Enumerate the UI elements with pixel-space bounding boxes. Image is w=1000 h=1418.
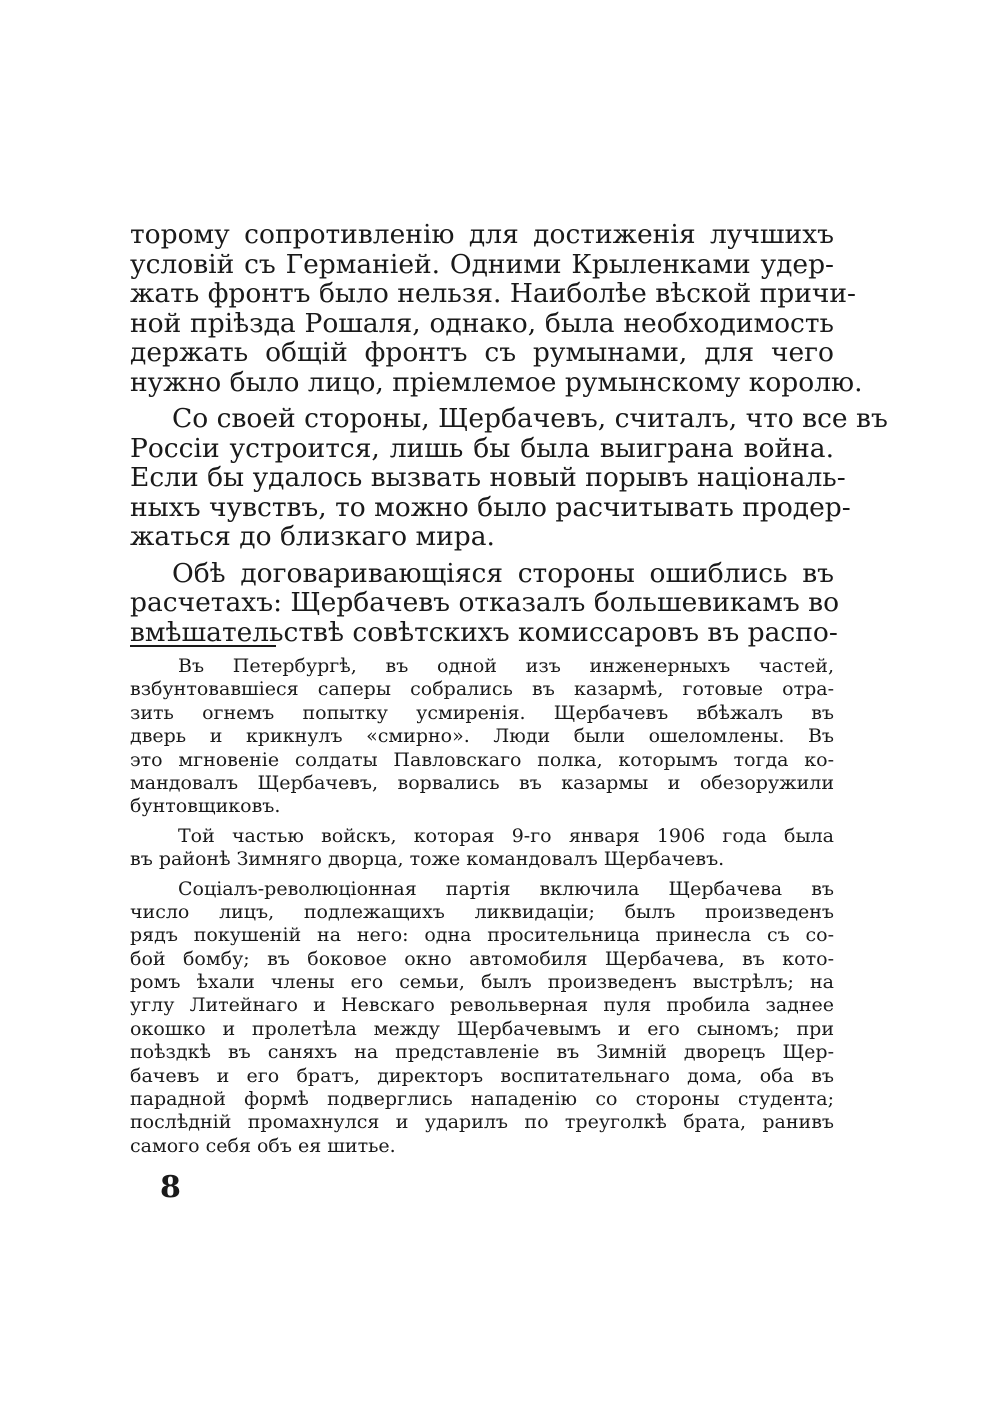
text-line: держать общій фронтъ съ румынами, для чего (130, 337, 834, 368)
text-line: Обѣ договаривающіяся стороны ошиблись въ (172, 557, 834, 589)
footnote-line: окошко и пролетѣла между Щербачевымъ и его сыномъ; при (130, 1017, 834, 1040)
footnote-1 (130, 655, 834, 819)
text-line: нужно было лицо, пріемлемое румынскому королю. (130, 366, 863, 398)
footnote-line: Въ Петербургѣ, въ одной изъ инженерныхъ частей, (178, 655, 834, 677)
paragraph-1 (130, 219, 863, 398)
text-line: ныхъ чувствъ, то можно было расчитывать продер- (130, 491, 851, 523)
paragraph-2 (130, 403, 888, 552)
footnote-line: углу Литейнаго и Невскаго револьверная пуля пробила заднее (130, 994, 834, 1017)
footnote-line: бой бомбу; въ боковое окно автомобиля Щербачева, въ кото- (130, 947, 834, 970)
text-line: Со своей стороны, Щербачевъ, считалъ, что все въ (172, 403, 888, 434)
footnote-line: число лицъ, подлежащихъ ликвидаціи; былъ произведенъ (130, 900, 834, 923)
text-line: жаться до близкаго мира. (130, 521, 495, 552)
text-line: расчетахъ: Щербачевъ отказалъ большевикамъ во (130, 587, 840, 618)
footnote-line: послѣдній промахнулся и ударилъ по треуголкѣ брата, ранивъ (130, 1111, 834, 1134)
footnote-line: самого себя объ ея шитье. (130, 1134, 396, 1157)
footnote-line: это мгновеніе солдаты Павловскаго полка, которымъ тогда ко- (130, 748, 834, 771)
footnote-line: зить огнемъ попытку усмиренія. Щербачевъ вбѣжалъ въ (130, 701, 834, 724)
footnote-line: поѣздкѣ въ саняхъ на представленіе въ Зимній дворецъ Щер- (130, 1041, 834, 1064)
footnote-line: въ районѣ Зимняго дворца, тоже командовалъ Щербачевъ. (130, 848, 725, 871)
footnote-line: Той частью войскъ, которая 9-го января 1906 года была (178, 824, 834, 847)
text-line: ной пріѣзда Рошаля, однако, была необходимость (130, 307, 834, 339)
book-page (130, 0, 888, 1418)
footnote-line: ромъ ѣхали члены его семьи, былъ произведенъ выстрѣлъ; на (130, 971, 834, 994)
text-line: торому сопротивленію для достиженія лучшихъ (130, 219, 834, 250)
footnote-2 (130, 825, 834, 872)
page-number: 8 (160, 1170, 181, 1205)
footnote-line: бачевъ и его братъ, директоръ воспитательнаго дома, оба въ (130, 1064, 834, 1087)
footnote-divider (130, 645, 276, 647)
footnote-line: парадной формѣ подверглись нападенію со стороны студента; (130, 1088, 834, 1111)
footnote-line: Соціалъ-революціонная партія включила Щербачева въ (178, 877, 834, 900)
text-line: жать фронтъ было нельзя. Наиболѣе вѣской причи- (130, 278, 857, 309)
footnote-line: взбунтовавшіеся саперы собрались въ казармѣ, готовые отра- (130, 678, 834, 701)
footnote-line: бунтовщиковъ. (130, 795, 281, 818)
text-line: условій съ Германіей. Одними Крыленками удер- (130, 248, 834, 280)
footnote-line: дверь и крикнулъ «смирно». Люди были ошеломлены. Въ (130, 725, 834, 748)
text-line: вмѣшательствѣ совѣтскихъ комиссаровъ въ распо- (130, 616, 838, 648)
main-text (130, 219, 888, 648)
footnote-line: рядъ покушеній на него: одна просительница принесла съ со- (130, 924, 834, 947)
paragraph-3 (130, 557, 840, 648)
footnote-line: мандовалъ Щербачевъ, ворвались въ казармы и обезоружили (130, 771, 834, 794)
text-line: Если бы удалось вызвать новый порывъ національ- (130, 462, 846, 493)
footnotes (130, 655, 834, 1158)
footnote-3 (130, 878, 834, 1159)
text-line: Россіи устроится, лишь бы была выиграна война. (130, 432, 834, 464)
